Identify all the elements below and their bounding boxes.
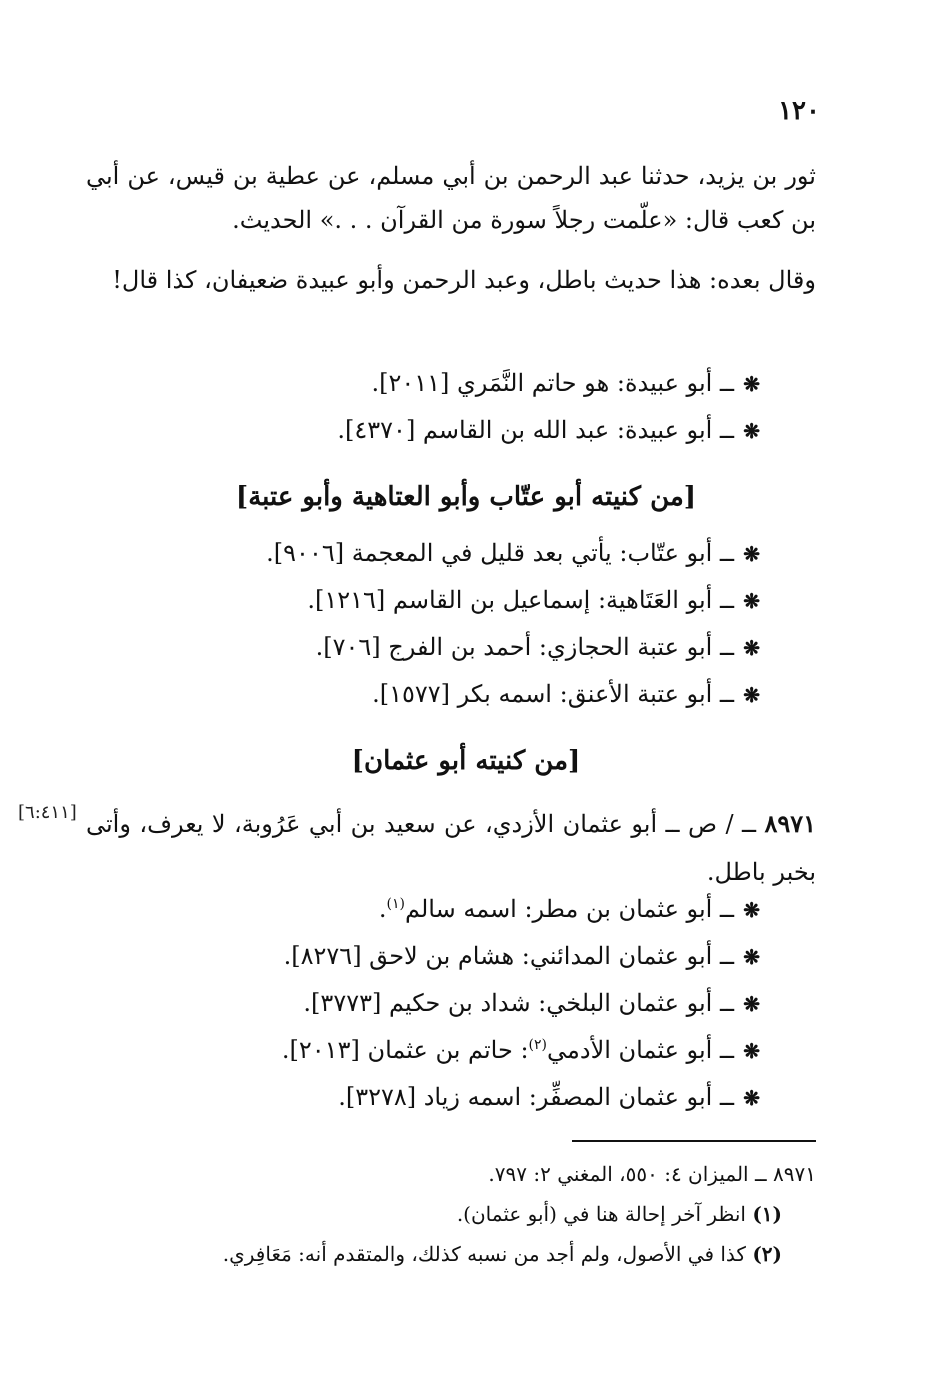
star-icon: ❋ [743, 542, 760, 566]
footnote-1: (١) انظر آخر إحالة هنا في (أبو عثمان). [456, 1202, 782, 1226]
star-icon: ❋ [743, 898, 760, 922]
star-icon: ❋ [743, 636, 760, 660]
list-item: ❋ــ أبو عثمان بن مطر: اسمه سالم$^{(١)}$. [160, 886, 760, 933]
footnote-2: (٢) كذا في الأصول، ولم أجد من نسبه كذلك، والمتقدم أنه: مَعَافِري. [222, 1242, 782, 1266]
star-icon: ❋ [743, 419, 760, 443]
list-item: ❋ــ أبو العَتَاهية: إسماعيل بن القاسم [١٢١٦]. [160, 577, 760, 624]
star-icon: ❋ [743, 1039, 760, 1063]
list-item: ❋ــ أبو عبيدة: هو حاتم النَّمَري [٢٠١١]. [160, 360, 760, 407]
paragraph-comment: وقال بعده: هذا حديث باطل، وعبد الرحمن وأبو عبيدة ضعيفان، كذا قال! [112, 266, 816, 294]
star-icon: ❋ [743, 992, 760, 1016]
margin-reference: [٦:٤١١] [18, 802, 77, 823]
list-item: ❋ــ أبو عثمان البلخي: شداد بن حكيم [٣٧٧٣]. [160, 980, 760, 1027]
list-item: ❋ــ أبو عتبة الحجازي: أحمد بن الفرج [٧٠٦]. [160, 624, 760, 671]
list-item: ❋ــ أبو عتبة الأعنق: اسمه بكر [١٥٧٧]. [160, 671, 760, 718]
list-item: ❋ــ أبو عثمان المدائني: هشام بن لاحق [٨٢٧٦]. [160, 933, 760, 980]
entry-text: ــ / ص ــ أبو عثمان الأزدي، عن سعيد بن أبي عَرُوبة، لا يعرف، وأتى بخبر باطل. [86, 810, 816, 886]
star-icon: ❋ [743, 683, 760, 707]
section-heading-abu-uthman: [من كنيته أبو عثمان] [351, 746, 581, 776]
list-item: ❋ــ أبو عبيدة: عبد الله بن القاسم [٤٣٧٠]. [160, 407, 760, 454]
paragraph-hadith: ثور بن يزيد، حدثنا عبد الرحمن بن أبي مسلم، عن عطية بن قيس، عن أبي بن كعب قال: «علّمت رجلاً سورة من القرآن . . .» الحديث. [86, 162, 816, 234]
list-item: ❋ــ أبو عثمان المصفِّر: اسمه زياد [٣٢٧٨]. [160, 1074, 760, 1121]
footnotes [86, 1154, 816, 1274]
page-number: ١٢٠ [778, 96, 820, 126]
star-icon: ❋ [743, 372, 760, 396]
list-item: ❋ــ أبو عثمان الأدمي$^{(٢)}$: حاتم بن عثمان [٢٠١٣]. [160, 1027, 760, 1074]
abu-ubayda-list [160, 360, 760, 454]
list-item: ❋ــ أبو عتّاب: يأتي بعد قليل في المعجمة [٩٠٠٦]. [160, 530, 760, 577]
footnote-marker: (٢) [528, 1037, 548, 1053]
star-icon: ❋ [743, 945, 760, 969]
footnote-divider [572, 1140, 816, 1142]
star-icon: ❋ [743, 589, 760, 613]
section-2-list [160, 886, 760, 1121]
footnote-source: ٨٩٧١ ــ الميزان ٤: ٥٥٠، المغني ٢: ٧٩٧. [488, 1162, 816, 1186]
entry-8971 [86, 800, 816, 896]
footnote-marker: (١) [386, 896, 405, 912]
entry-number: ٨٩٧١ [764, 809, 816, 838]
section-1-list [160, 530, 760, 718]
star-icon: ❋ [743, 1086, 760, 1110]
section-heading-abu-attab: [من كنيته أبو عتّاب وأبو العتاهية وأبو عتبة] [235, 482, 697, 512]
